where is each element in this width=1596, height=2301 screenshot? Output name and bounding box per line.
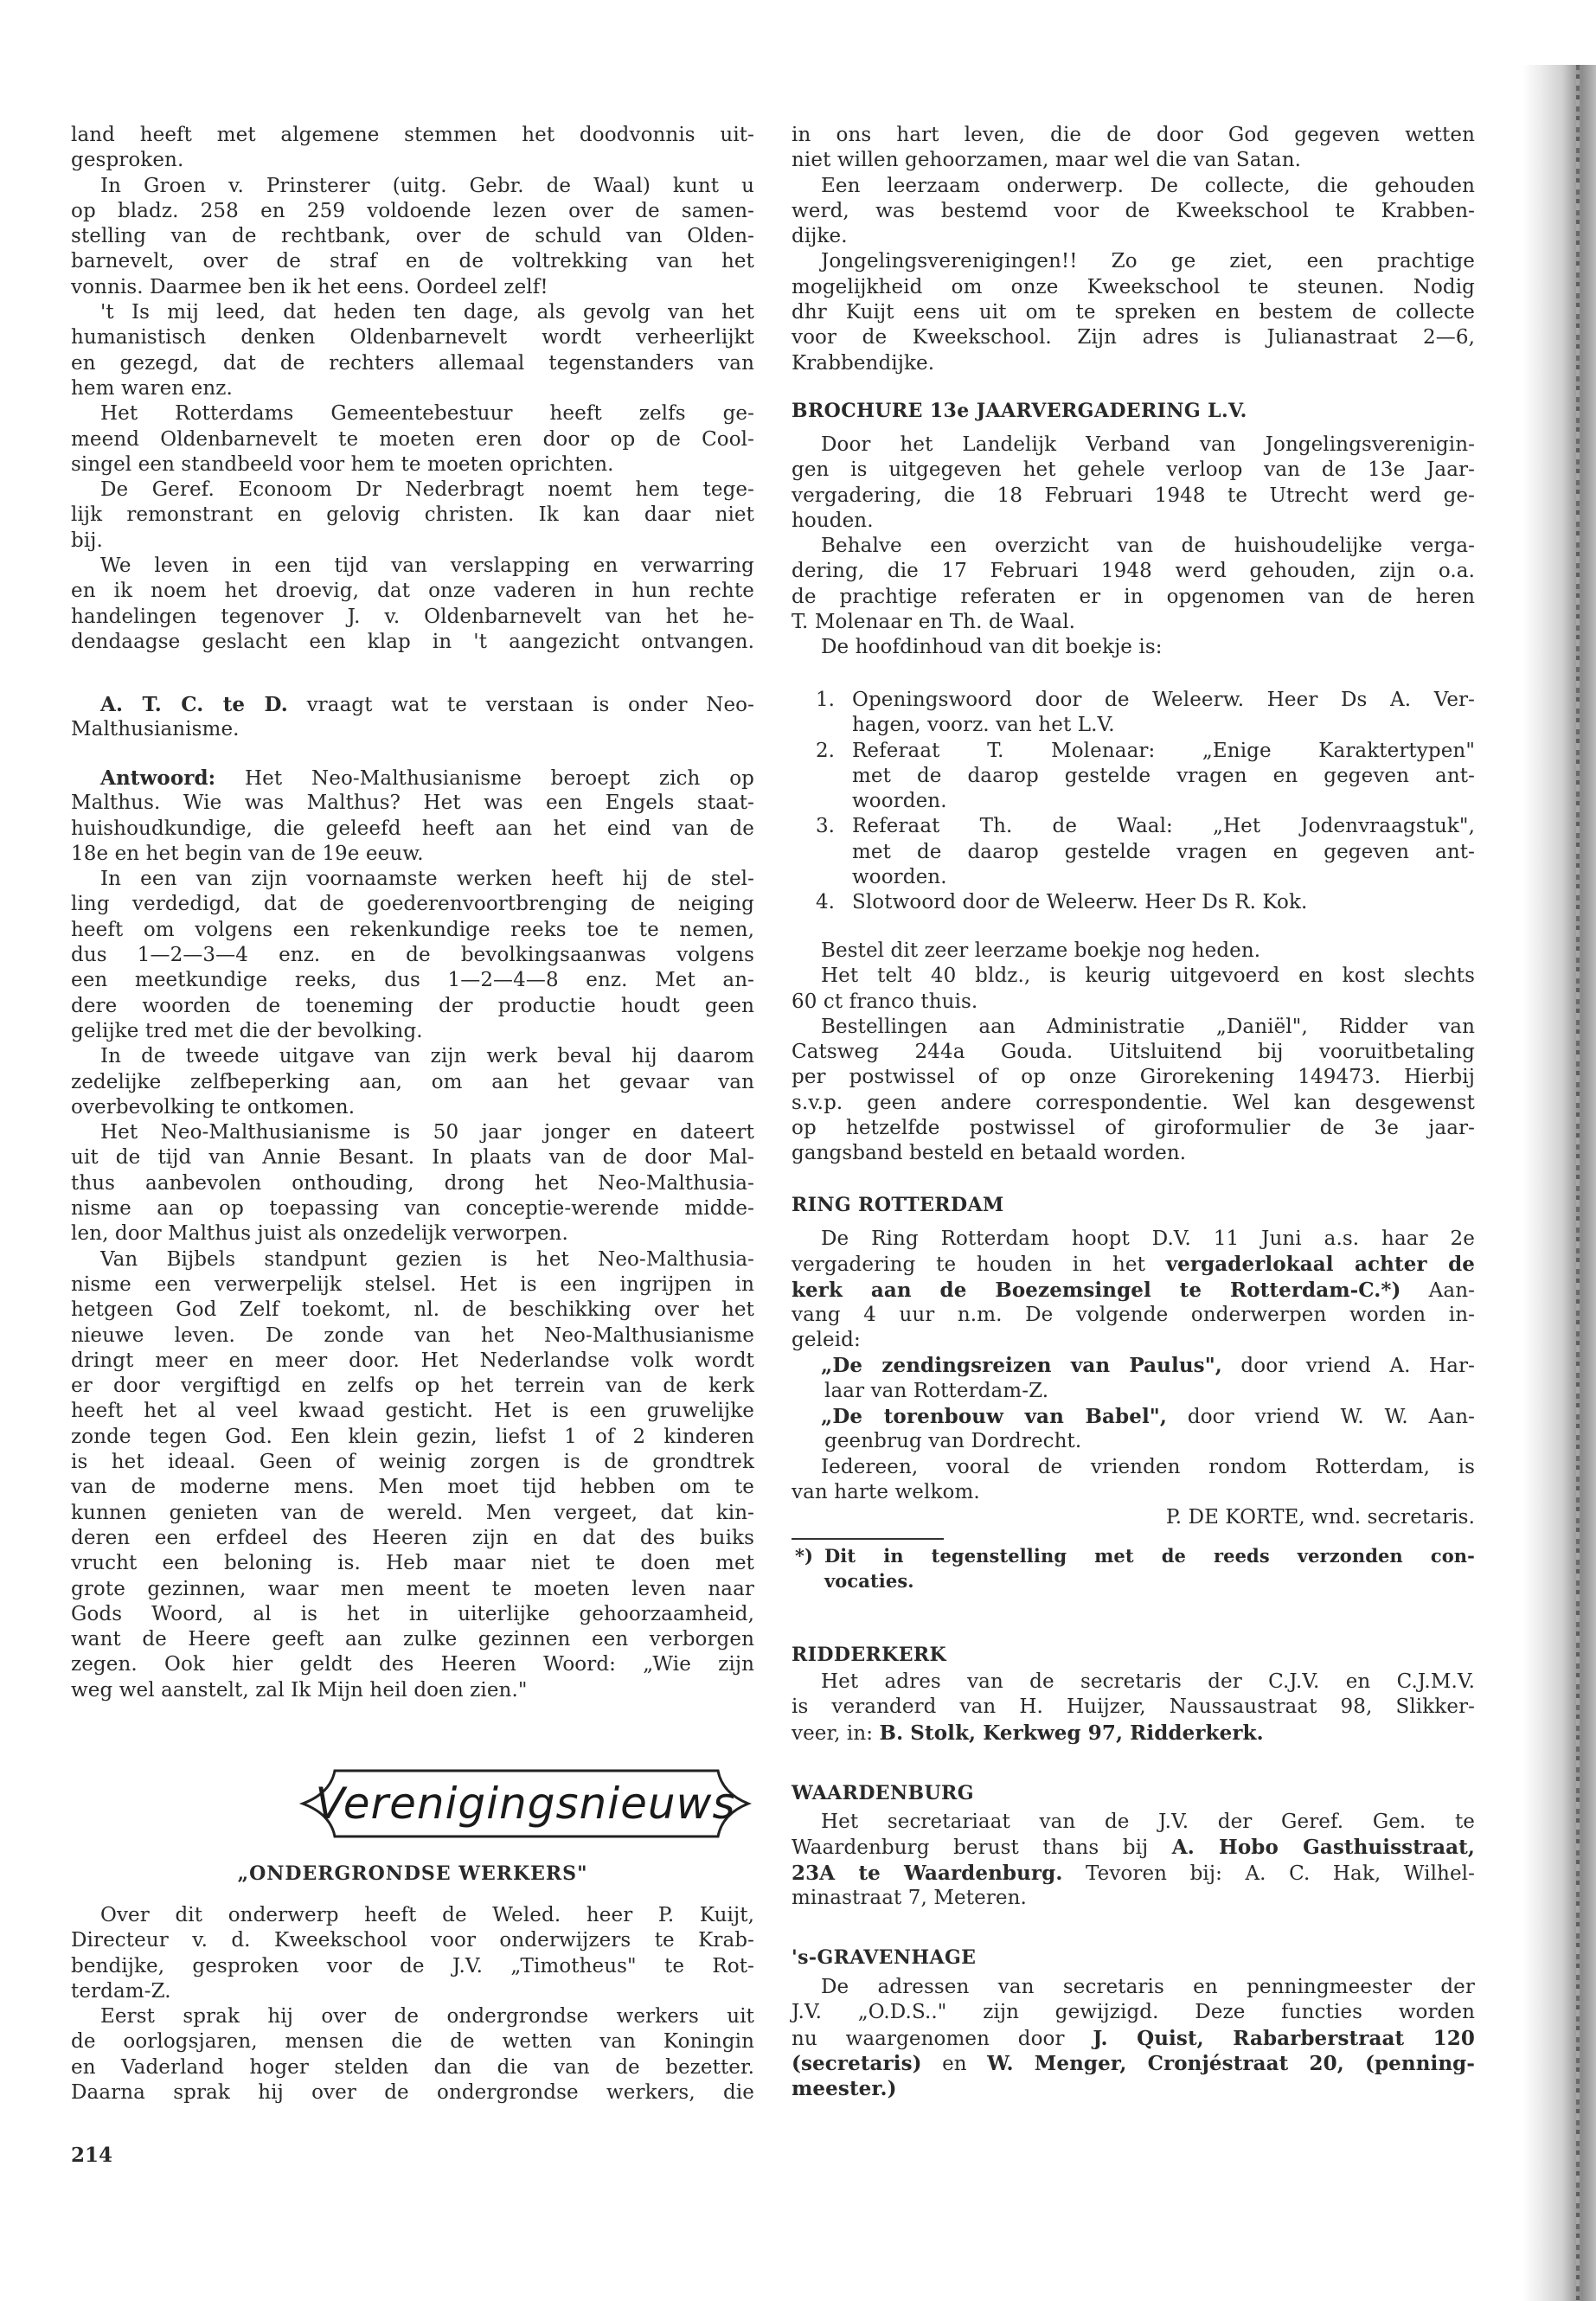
role-label: (secretaris) [792, 2051, 922, 2075]
text-line: en ik noem het droevig, dat onze vaderen in hun rechte [71, 580, 754, 603]
text-line: Het telt 40 bldz., is keurig uitgevoerd en kost slechts [821, 965, 1475, 988]
text-line: op bladz. 258 en 259 voldoende lezen over de samen- [71, 199, 754, 222]
text-line: nisme een verwerpelijk stelsel. Het is een ingrijpen in [71, 1272, 754, 1296]
text-line: gangsband besteld en betaald worden. [792, 1142, 1187, 1165]
text-line: minastraat 7, Meteren. [792, 1886, 1027, 1909]
answer-block [71, 766, 754, 1703]
text-line: Van Bijbels standpunt gezien is het Neo-Malthusia- [100, 1247, 754, 1271]
text-line: Iedereen, vooral de vrienden rondom Rotterdam, is [821, 1455, 1475, 1478]
text-line: bendijke, gesproken voor de J.V. „Timotheus" te Rot- [71, 1954, 754, 1977]
text-line: is het ideaal. Geen of weinig zorgen is de grondtrek [71, 1451, 754, 1474]
text-line: vonnis. Daarmee ben ik het eens. Oordeel zelf! [71, 275, 548, 298]
text-line: dering, die 17 Februari 1948 werd gehouden, zijn o.a. [792, 560, 1475, 583]
footnote-rule [792, 1538, 944, 1540]
ridderkerk-body [792, 1670, 1475, 1746]
text-line: We leven in een tijd van verslapping en verwarring [100, 554, 754, 578]
text-line: De Geref. Econoom Dr Nederbragt noemt hem tege- [100, 478, 754, 502]
waardenburg-body [792, 1810, 1475, 1911]
text-line: met de daarop gestelde vragen en gegeven ant- [852, 764, 1475, 787]
page-binding-edge [1576, 65, 1580, 2301]
text-line: in ons hart leven, die de door God gegeven wetten [792, 124, 1475, 146]
footnote-text: Dit in tegenstelling met de reeds verzonden con- [824, 1544, 1475, 1567]
text-line: Krabbendijke. [792, 351, 935, 375]
text-line: Malthus. Wie was Malthus? Het was een Engels staat- [71, 792, 754, 815]
text-line: Gods Woord, al is het in uiterlijke gehoorzaamheid, [71, 1602, 754, 1625]
text-line: 't Is mij leed, dat heden ten dage, als gevolg van het [100, 301, 754, 324]
text-line: J.V. „O.D.S.." zijn gewijzigd. Deze functies worden [792, 2001, 1475, 2024]
text-line: Het secretariaat van de J.V. der Geref. Gem. te [821, 1811, 1475, 1833]
new-address: B. Stolk, Kerkweg 97, Ridderkerk. [879, 1721, 1264, 1745]
text-line [792, 2076, 1475, 2101]
text-line: hetgeen God Zelf toekomt, nl. de beschikking over het [71, 1298, 754, 1322]
text-line: woorden. [852, 790, 947, 813]
text-line: de oorlogsjaren, mensen die de wetten van Koningin [71, 2030, 754, 2054]
text-line: werd, was bestemd voor de Kweekschool te Krabben- [792, 199, 1475, 222]
list-number: 1. [816, 689, 835, 711]
question-asker: A. T. C. te D. [100, 693, 288, 716]
list-item [792, 739, 1475, 815]
text-line: dhr Kuijt eens uit om te spreken en bestem de collecte [792, 301, 1475, 324]
text-line: want de Heere geeft aan zulke gezinnen een verborgen [71, 1628, 754, 1651]
list-item [792, 814, 1475, 890]
text-line: Daarna sprak hij over de ondergrondse werkers, die [71, 2081, 754, 2105]
text-line: Behalve een overzicht van de huishoudelijke verga- [821, 535, 1475, 558]
footnote-text: vocaties. [824, 1569, 914, 1592]
page-number: 214 [71, 2144, 113, 2167]
text-line: per postwissel of op onze Girorekening 149473. Hierbij [792, 1066, 1475, 1089]
text-line: In de tweede uitgave van zijn werk beval hij daarom [100, 1045, 754, 1068]
text-line: nieuwe leven. De zonde van het Neo-Malthusianisme [71, 1324, 754, 1347]
topic-speaker: door vriend A. Har- [1221, 1355, 1475, 1378]
section-banner [298, 1760, 753, 1847]
text-line: niet willen gehoorzamen, maar wel die van Satan. [792, 149, 1302, 172]
text-line: geleid: [792, 1329, 861, 1352]
text-line: Referaat T. Molenaar: „Enige Karaktertypen" [852, 739, 1475, 762]
section-heading-ring-rotterdam: RING ROTTERDAM [792, 1194, 1004, 1216]
text-line: hem waren enz. [71, 376, 233, 400]
question-text: Malthusianisme. [71, 718, 240, 741]
list-item [792, 688, 1475, 739]
text-line: zegen. Ook hier geldt des Heeren Woord: „Wie zijn [71, 1653, 754, 1676]
text-line: uit de tijd van Annie Besant. In plaats van de door Mal- [71, 1146, 754, 1170]
question-block [71, 692, 754, 743]
text-line: De adressen van secretaris en penningmeester der [821, 1976, 1475, 1998]
answer-text: Het Neo-Malthusianisme beroept zich op [215, 767, 754, 790]
text-span: Waardenburg berust thans bij [792, 1836, 1172, 1860]
answer-line [71, 766, 754, 791]
topic-line [792, 1353, 1475, 1378]
footnote-marker: *) [795, 1544, 813, 1567]
text-line: De hoofdinhoud van dit boekje is: [821, 636, 1163, 659]
right-column [792, 123, 1475, 376]
text-line: weg wel aanstelt, zal Ik Mijn heil doen zien." [71, 1678, 528, 1702]
text-line: nisme aan op toepassing van conceptie-werende midde- [71, 1197, 754, 1221]
text-line: vang 4 uur n.m. De volgende onderwerpen worden in- [792, 1303, 1475, 1326]
text-line [792, 2026, 1475, 2051]
signature: P. DE KORTE, wnd. secretaris. [1165, 1506, 1475, 1529]
article-title: „ONDERGRONDSE WERKERS" [237, 1862, 588, 1885]
text-line: Slotwoord door de Weleerw. Heer Ds R. Kok. [852, 891, 1308, 914]
role-label: meester.) [792, 2077, 897, 2101]
new-address: A. Hobo Gasthuisstraat, [1171, 1836, 1475, 1860]
text-line: thus aanbevolen onthouding, drong het Neo-Malthusia- [71, 1171, 754, 1195]
text-line [792, 1278, 1475, 1303]
text-line: 60 ct franco thuis. [792, 990, 978, 1013]
text-line: een meetkundige reeks, dus 1—2—4—8 enz. Met an- [71, 969, 754, 992]
text-line: er door vergiftigd en zelfs op het terrein van de kerk [71, 1375, 754, 1398]
text-line: dendaagse geslacht een klap in 't aangezicht ontvangen. [71, 630, 754, 653]
text-span: nu waargenomen door [792, 2027, 1093, 2050]
text-line: van de moderne mens. Men moet tijd hebben om te [71, 1476, 754, 1499]
text-line: len, door Malthus juist als onzedelijk verworpen. [71, 1222, 568, 1246]
text-line: T. Molenaar en Th. de Waal. [792, 611, 1076, 634]
text-line: meend Oldenbarnevelt te moeten eren door op de Cool- [71, 427, 754, 451]
topic-speaker: door vriend W. W. Aan- [1166, 1406, 1475, 1429]
text-line [792, 1835, 1475, 1860]
section-heading-ridderkerk: RIDDERKERK [792, 1644, 947, 1666]
text-line: singel een standbeeld voor hem te moeten oprichten. [71, 452, 614, 476]
list-item [792, 890, 1475, 915]
text-line: op hetzelfde postwissel of giroformulier de 3e jaar- [792, 1117, 1475, 1140]
text-line [792, 1721, 1475, 1746]
text-line [792, 1861, 1475, 1886]
text-line: woorden. [852, 866, 947, 889]
text-line: Door het Landelijk Verband van Jongelingsverenigin- [821, 433, 1475, 456]
text-line: zonde tegen God. Een klein gezin, liefst 1 of 2 kinderen [71, 1425, 754, 1448]
text-line: Bestel dit zeer leerzame boekje nog heden. [821, 939, 1261, 962]
text-line: In Groen v. Prinsterer (uitg. Gebr. de Waal) kunt u [100, 174, 754, 197]
article-body [71, 1903, 754, 2106]
section-heading-brochure: BROCHURE 13e JAARVERGADERING L.V. [792, 400, 1247, 422]
list-number: 3. [816, 815, 835, 838]
text-line: gen is uitgegeven het gehele verloop van de 13e Jaar- [792, 458, 1475, 482]
list-number: 2. [816, 739, 835, 762]
text-line: barnevelt, over de straf en de voltrekking van het [71, 250, 754, 273]
treasurer-address: W. Menger, Cronjéstraat 20, (penning- [987, 2051, 1475, 2075]
text-line: dijke. [792, 225, 848, 248]
question-line [71, 692, 754, 717]
text-line: de prachtige referaten er in opgenomen van de heren [792, 585, 1475, 608]
footnote [792, 1543, 1475, 1594]
text-line: bij. [71, 529, 103, 552]
topic-line [792, 1404, 1475, 1429]
text-line: en gezegd, dat de rechters allemaal tegenstanders van [71, 351, 754, 375]
text-span: vergadering te houden in het [792, 1253, 1166, 1277]
secretary-address: J. Quist, Rabarberstraat 120 [1093, 2026, 1475, 2050]
topic-speaker: laar van Rotterdam-Z. [824, 1379, 1049, 1402]
text-line: grote gezinnen, waar men meent te moeten leven naar [71, 1577, 754, 1600]
text-line [792, 2051, 1475, 2076]
text-line: deren een erfdeel des Heeren zijn en dat des buiks [71, 1526, 754, 1549]
text-line: Een leerzaam onderwerp. De collecte, die gehouden [821, 174, 1475, 197]
text-line: houden. [792, 509, 874, 532]
text-line: lijk remonstrant en gelovig christen. Ik kan daar niet [71, 503, 754, 527]
text-span: Aan- [1401, 1279, 1475, 1302]
text-line: en Vaderland hoger stelden dan die van de bezetter. [71, 2055, 754, 2079]
text-line: met de daarop gestelde vragen en gegeven ant- [852, 840, 1475, 863]
text-line: humanistisch denken Oldenbarnevelt wordt verheerlijkt [71, 326, 754, 349]
text-line: s.v.p. geen andere correspondentie. Wel kan desgewenst [792, 1091, 1475, 1114]
signature-line [792, 1505, 1475, 1530]
text-line: 18e en het begin van de 19e eeuw. [71, 842, 424, 865]
venue-text: vergaderlokaal achter de [1165, 1253, 1475, 1277]
text-line: zedelijke zelfbeperking aan, om aan het gevaar van [71, 1070, 754, 1093]
text-line: Referaat Th. de Waal: „Het Jodenvraagstuk", [852, 815, 1475, 838]
text-line: dus 1—2—3—4 enz. en de bevolkingsaanwas volgens [71, 944, 754, 967]
question-text: vraagt wat te verstaan is onder Neo- [287, 694, 754, 716]
text-line [792, 1252, 1475, 1277]
text-line: gelijke tred met die der bevolking. [71, 1019, 423, 1042]
text-line: vergadering, die 18 Februari 1948 te Utrecht werd ge- [792, 484, 1475, 507]
text-line: voor de Kweekschool. Zijn adres is Julianastraat 2—6, [792, 326, 1475, 349]
ring-rotterdam-body [792, 1227, 1475, 1593]
section-heading-gravenhage: 's-GRAVENHAGE [792, 1946, 977, 1969]
topic-speaker: geenbrug van Dordrecht. [824, 1430, 1082, 1453]
text-line: gesproken. [71, 149, 184, 172]
section-heading-waardenburg: WAARDENBURG [792, 1782, 974, 1804]
answer-label: Antwoord: [100, 766, 216, 790]
text-line: stelling van de rechtbank, over de schuld van Olden- [71, 225, 754, 248]
text-line: dringt meer en meer door. Het Nederlandse volk wordt [71, 1349, 754, 1372]
text-line: heeft het al veel kwaad gesticht. Het is een gruwelijke [71, 1400, 754, 1423]
new-address: 23A te Waardenburg. [792, 1861, 1063, 1885]
text-line: Bestellingen aan Administratie „Daniël", Ridder van [821, 1015, 1475, 1038]
text-line: hagen, voorz. van het L.V. [852, 714, 1115, 737]
brochure-ordering [792, 939, 1475, 1167]
text-line: terdam-Z. [71, 1979, 171, 2003]
text-line: Openingswoord door de Weleerw. Heer Ds A. Ver- [852, 689, 1475, 711]
venue-text: kerk aan de Boezemsingel te Rotterdam-C.*) [792, 1278, 1401, 1302]
text-line: overbevolking te ontkomen. [71, 1095, 356, 1118]
text-line: Catsweg 244a Gouda. Uitsluitend bij vooruitbetaling [792, 1041, 1475, 1064]
text-line: ling verdedigd, dat de goederenvoortbrenging de neiging [71, 893, 754, 916]
text-line: kunnen genieten van de wereld. Men vergeet, dat kin- [71, 1501, 754, 1524]
brochure-body [792, 433, 1475, 661]
text-line: Jongelingsverenigingen!! Zo ge ziet, een prachtige [821, 250, 1475, 273]
text-line: In een van zijn voornaamste werken heeft hij de stel- [100, 868, 754, 891]
text-line: Het Neo-Malthusianisme is 50 jaar jonger en dateert [100, 1121, 754, 1144]
text-line: Het adres van de secretaris der C.J.V. en C.J.M.V. [821, 1670, 1475, 1693]
text-span: veer, in: [792, 1721, 880, 1745]
text-line: mogelijkheid om onze Kweekschool te steunen. Nodig [792, 275, 1475, 298]
page-binding-shadow [1522, 65, 1596, 2301]
text-line: is veranderd van H. Huijzer, Naussaustraat 98, Slikker- [792, 1695, 1475, 1719]
text-line: Over dit onderwerp heeft de Weled. heer P. Kuijt, [100, 1904, 754, 1926]
text-line: Eerst sprak hij over de ondergrondse werkers uit [100, 2005, 754, 2029]
text-line: van harte welkom. [792, 1480, 980, 1503]
text-line: handelingen tegenover J. v. Oldenbarnevelt van het he- [71, 605, 754, 628]
text-span: Tevoren bij: A. C. Hak, Wilhel- [1062, 1862, 1476, 1885]
text-line: land heeft met algemene stemmen het doodvonnis uit- [71, 124, 754, 146]
left-column [71, 123, 754, 655]
text-line: heeft om volgens een rekenkundige reeks toe te nemen, [71, 918, 754, 941]
text-line: dere woorden de toeneming der productie houdt geen [71, 994, 754, 1017]
gravenhage-body [792, 1975, 1475, 2101]
text-line: De Ring Rotterdam hoopt D.V. 11 Juni a.s. haar 2e [821, 1227, 1475, 1250]
topic-title: „De zendingsreizen van Paulus", [821, 1354, 1222, 1378]
topic-title: „De torenbouw van Babel", [821, 1405, 1167, 1429]
text-span: en [921, 2052, 988, 2075]
brochure-contents-list [792, 688, 1475, 916]
banner-title: Verenigingsnieuws [315, 1779, 736, 1829]
text-line: Directeur v. d. Kweekschool voor onderwijzers te Krab- [71, 1929, 754, 1952]
text-line: vrucht een beloning is. Heb maar niet te doen met [71, 1552, 754, 1575]
list-number: 4. [816, 891, 835, 914]
footnote-rule-wrap [792, 1531, 1475, 1543]
text-line: huishoudkundige, die geleefd heeft aan het eind van de [71, 817, 754, 840]
text-line: Het Rotterdams Gemeentebestuur heeft zelfs ge- [100, 402, 754, 426]
